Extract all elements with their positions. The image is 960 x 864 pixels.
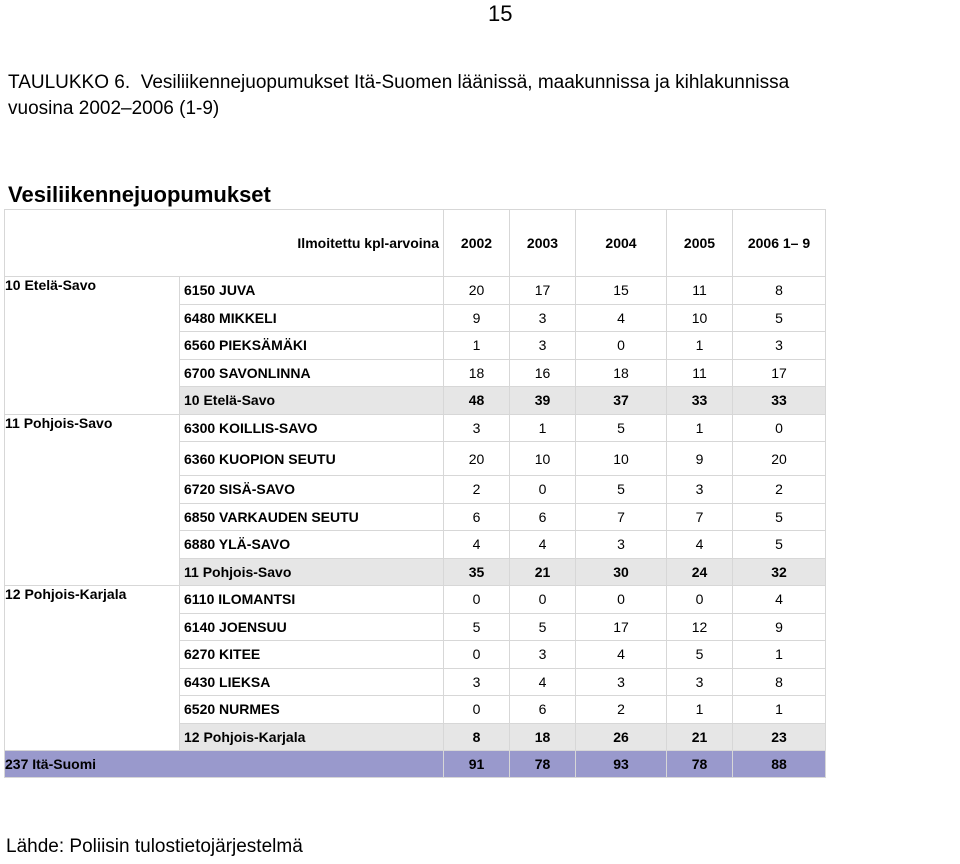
value-cell: 5 bbox=[667, 641, 733, 669]
value-cell: 0 bbox=[444, 696, 510, 724]
value-cell: 4 bbox=[576, 304, 667, 332]
value-cell: 3 bbox=[667, 476, 733, 504]
value-cell: 0 bbox=[733, 414, 826, 442]
value-cell: 0 bbox=[576, 332, 667, 360]
table-row bbox=[5, 277, 826, 305]
value-cell: 5 bbox=[733, 531, 826, 559]
subtotal-value: 33 bbox=[667, 387, 733, 415]
value-cell: 12 bbox=[667, 613, 733, 641]
value-cell: 6 bbox=[444, 503, 510, 531]
value-cell: 10 bbox=[667, 304, 733, 332]
subtotal-value: 23 bbox=[733, 723, 826, 751]
subtotal-name: 12 Pohjois-Karjala bbox=[180, 723, 444, 751]
value-cell: 1 bbox=[667, 414, 733, 442]
district-name: 6880 YLÄ-SAVO bbox=[180, 531, 444, 559]
header-year: 2003 bbox=[510, 210, 576, 277]
value-cell: 9 bbox=[667, 442, 733, 476]
subtotal-value: 8 bbox=[444, 723, 510, 751]
grand-total-value: 88 bbox=[733, 751, 826, 778]
subtotal-value: 37 bbox=[576, 387, 667, 415]
subtotal-value: 18 bbox=[510, 723, 576, 751]
header-year: 2002 bbox=[444, 210, 510, 277]
subtotal-value: 39 bbox=[510, 387, 576, 415]
value-cell: 1 bbox=[733, 696, 826, 724]
grand-total-value: 91 bbox=[444, 751, 510, 778]
value-cell: 17 bbox=[733, 359, 826, 387]
value-cell: 7 bbox=[576, 503, 667, 531]
district-name: 6700 SAVONLINNA bbox=[180, 359, 444, 387]
value-cell: 18 bbox=[576, 359, 667, 387]
value-cell: 4 bbox=[510, 668, 576, 696]
source-note: Lähde: Poliisin tulostietojärjestelmä bbox=[6, 836, 303, 857]
district-name: 6850 VARKAUDEN SEUTU bbox=[180, 503, 444, 531]
header-row bbox=[5, 210, 826, 277]
subtotal-value: 30 bbox=[576, 558, 667, 586]
value-cell: 3 bbox=[733, 332, 826, 360]
value-cell: 4 bbox=[444, 531, 510, 559]
value-cell: 2 bbox=[444, 476, 510, 504]
value-cell: 3 bbox=[444, 414, 510, 442]
subtotal-name: 10 Etelä-Savo bbox=[180, 387, 444, 415]
header-year: 2004 bbox=[576, 210, 667, 277]
region-name: 10 Etelä-Savo bbox=[5, 277, 180, 415]
value-cell: 1 bbox=[667, 696, 733, 724]
value-cell: 5 bbox=[576, 476, 667, 504]
value-cell: 1 bbox=[444, 332, 510, 360]
subtotal-value: 21 bbox=[667, 723, 733, 751]
value-cell: 3 bbox=[576, 531, 667, 559]
value-cell: 4 bbox=[576, 641, 667, 669]
region-name: 12 Pohjois-Karjala bbox=[5, 586, 180, 751]
district-name: 6110 ILOMANTSI bbox=[180, 586, 444, 614]
value-cell: 0 bbox=[510, 586, 576, 614]
district-name: 6360 KUOPION SEUTU bbox=[180, 442, 444, 476]
value-cell: 0 bbox=[510, 476, 576, 504]
subtotal-name: 11 Pohjois-Savo bbox=[180, 558, 444, 586]
grand-total-row bbox=[5, 751, 826, 778]
district-name: 6270 KITEE bbox=[180, 641, 444, 669]
value-cell: 16 bbox=[510, 359, 576, 387]
header-year: 2006 1– 9 bbox=[733, 210, 826, 277]
grand-total-name: 237 Itä-Suomi bbox=[5, 751, 444, 778]
value-cell: 5 bbox=[510, 613, 576, 641]
header-measure: Ilmoitettu kpl-arvoina bbox=[297, 235, 439, 251]
district-name: 6140 JOENSUU bbox=[180, 613, 444, 641]
table-caption bbox=[8, 70, 789, 122]
value-cell: 7 bbox=[667, 503, 733, 531]
value-cell: 17 bbox=[576, 613, 667, 641]
district-name: 6430 LIEKSA bbox=[180, 668, 444, 696]
grand-total-value: 78 bbox=[667, 751, 733, 778]
value-cell: 5 bbox=[733, 304, 826, 332]
value-cell: 6 bbox=[510, 696, 576, 724]
value-cell: 8 bbox=[733, 668, 826, 696]
table-row bbox=[5, 414, 826, 442]
value-cell: 20 bbox=[444, 277, 510, 305]
region-name: 11 Pohjois-Savo bbox=[5, 414, 180, 586]
value-cell: 0 bbox=[667, 586, 733, 614]
value-cell: 3 bbox=[510, 332, 576, 360]
statistics-table bbox=[4, 209, 826, 778]
district-name: 6480 MIKKELI bbox=[180, 304, 444, 332]
value-cell: 2 bbox=[733, 476, 826, 504]
table-title: Vesiliikennejuopumukset bbox=[8, 182, 271, 207]
value-cell: 0 bbox=[444, 586, 510, 614]
value-cell: 5 bbox=[733, 503, 826, 531]
district-name: 6720 SISÄ-SAVO bbox=[180, 476, 444, 504]
header-year: 2005 bbox=[667, 210, 733, 277]
caption-text-line2: vuosina 2002–2006 (1-9) bbox=[8, 98, 220, 119]
value-cell: 5 bbox=[576, 414, 667, 442]
subtotal-value: 24 bbox=[667, 558, 733, 586]
subtotal-value: 35 bbox=[444, 558, 510, 586]
value-cell: 20 bbox=[733, 442, 826, 476]
header-measure-cell bbox=[5, 210, 444, 277]
value-cell: 0 bbox=[444, 641, 510, 669]
caption-label: TAULUKKO 6. bbox=[8, 72, 131, 93]
value-cell: 8 bbox=[733, 277, 826, 305]
grand-total-value: 78 bbox=[510, 751, 576, 778]
subtotal-value: 32 bbox=[733, 558, 826, 586]
value-cell: 1 bbox=[667, 332, 733, 360]
district-name: 6520 NURMES bbox=[180, 696, 444, 724]
value-cell: 17 bbox=[510, 277, 576, 305]
value-cell: 10 bbox=[576, 442, 667, 476]
table-row bbox=[5, 586, 826, 614]
value-cell: 11 bbox=[667, 359, 733, 387]
value-cell: 9 bbox=[444, 304, 510, 332]
value-cell: 4 bbox=[667, 531, 733, 559]
value-cell: 4 bbox=[733, 586, 826, 614]
value-cell: 3 bbox=[510, 304, 576, 332]
value-cell: 0 bbox=[576, 586, 667, 614]
value-cell: 18 bbox=[444, 359, 510, 387]
subtotal-value: 48 bbox=[444, 387, 510, 415]
value-cell: 5 bbox=[444, 613, 510, 641]
page-number: 15 bbox=[488, 1, 513, 26]
district-name: 6560 PIEKSÄMÄKI bbox=[180, 332, 444, 360]
value-cell: 3 bbox=[510, 641, 576, 669]
district-name: 6150 JUVA bbox=[180, 277, 444, 305]
caption-text-line1: Vesiliikennejuopumukset Itä-Suomen läänissä, maakunnissa ja kihlakunnissa bbox=[140, 72, 790, 93]
value-cell: 3 bbox=[444, 668, 510, 696]
value-cell: 3 bbox=[667, 668, 733, 696]
subtotal-value: 26 bbox=[576, 723, 667, 751]
value-cell: 3 bbox=[576, 668, 667, 696]
value-cell: 10 bbox=[510, 442, 576, 476]
value-cell: 2 bbox=[576, 696, 667, 724]
value-cell: 15 bbox=[576, 277, 667, 305]
grand-total-value: 93 bbox=[576, 751, 667, 778]
value-cell: 1 bbox=[510, 414, 576, 442]
value-cell: 9 bbox=[733, 613, 826, 641]
value-cell: 4 bbox=[510, 531, 576, 559]
value-cell: 20 bbox=[444, 442, 510, 476]
district-name: 6300 KOILLIS-SAVO bbox=[180, 414, 444, 442]
value-cell: 11 bbox=[667, 277, 733, 305]
value-cell: 1 bbox=[733, 641, 826, 669]
subtotal-value: 33 bbox=[733, 387, 826, 415]
value-cell: 6 bbox=[510, 503, 576, 531]
subtotal-value: 21 bbox=[510, 558, 576, 586]
